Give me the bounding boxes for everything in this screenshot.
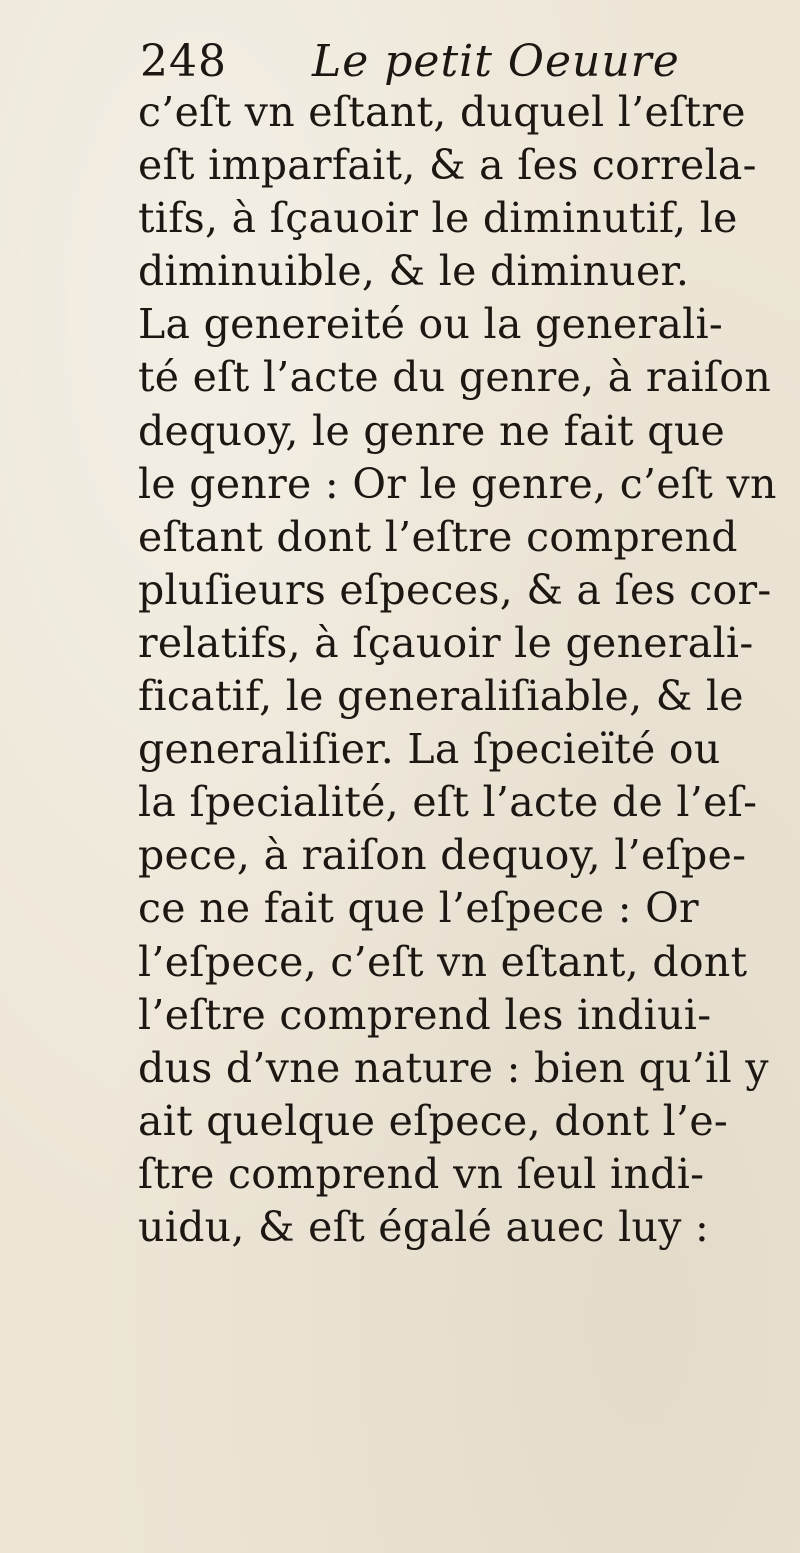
text-line: eſt imparfait, & a ſes correla- [138,141,757,190]
text-line: uidu, & eſt égalé auec luy : [138,1202,710,1251]
text-line: le genre : Or le genre, c’eſt vn [138,459,777,508]
text-line: pece, à raiſon dequoy, l’eſpe- [138,831,747,880]
text-line: tifs, à ſçauoir le diminutif, le [138,194,738,243]
page-header [0,34,800,90]
text-line: l’eſpece, c’eſt vn eſtant, dont [138,937,748,986]
text-line: ce ne fait que l’eſpece : Or [138,884,699,933]
running-title: Le petit Oeuure [312,36,680,87]
text-line: té eſt l’acte du genre, à raiſon [138,353,772,402]
text-line: La genereité ou la generali- [138,300,724,349]
text-line: ait quelque eſpece, dont l’e- [138,1096,729,1145]
text-line: ſtre comprend vn ſeul indi- [138,1149,705,1198]
text-line: la ſpecialité, eſt l’acte de l’eſ- [138,778,758,827]
text-line: dus d’vne nature : bien qu’il y [138,1043,769,1092]
page-number: 248 [140,36,227,87]
text-line: eſtant dont l’eſtre comprend [138,512,738,561]
text-line: c’eſt vn eſtant, duquel l’eſtre [138,88,746,136]
text-line: diminuible, & le diminuer. [138,247,690,296]
text-line: ficatif, le generaliſiable, & le [138,672,744,721]
text-line: dequoy, le genre ne fait que [138,406,726,455]
text-line: relatifs, à ſçauoir le generali- [138,618,754,667]
text-line: l’eſtre comprend les indiui- [138,990,712,1039]
body-text [138,86,778,1254]
text-line: generaliſier. La ſpecieïté ou [138,725,721,774]
text-line: pluſieurs eſpeces, & a ſes cor- [138,565,772,614]
